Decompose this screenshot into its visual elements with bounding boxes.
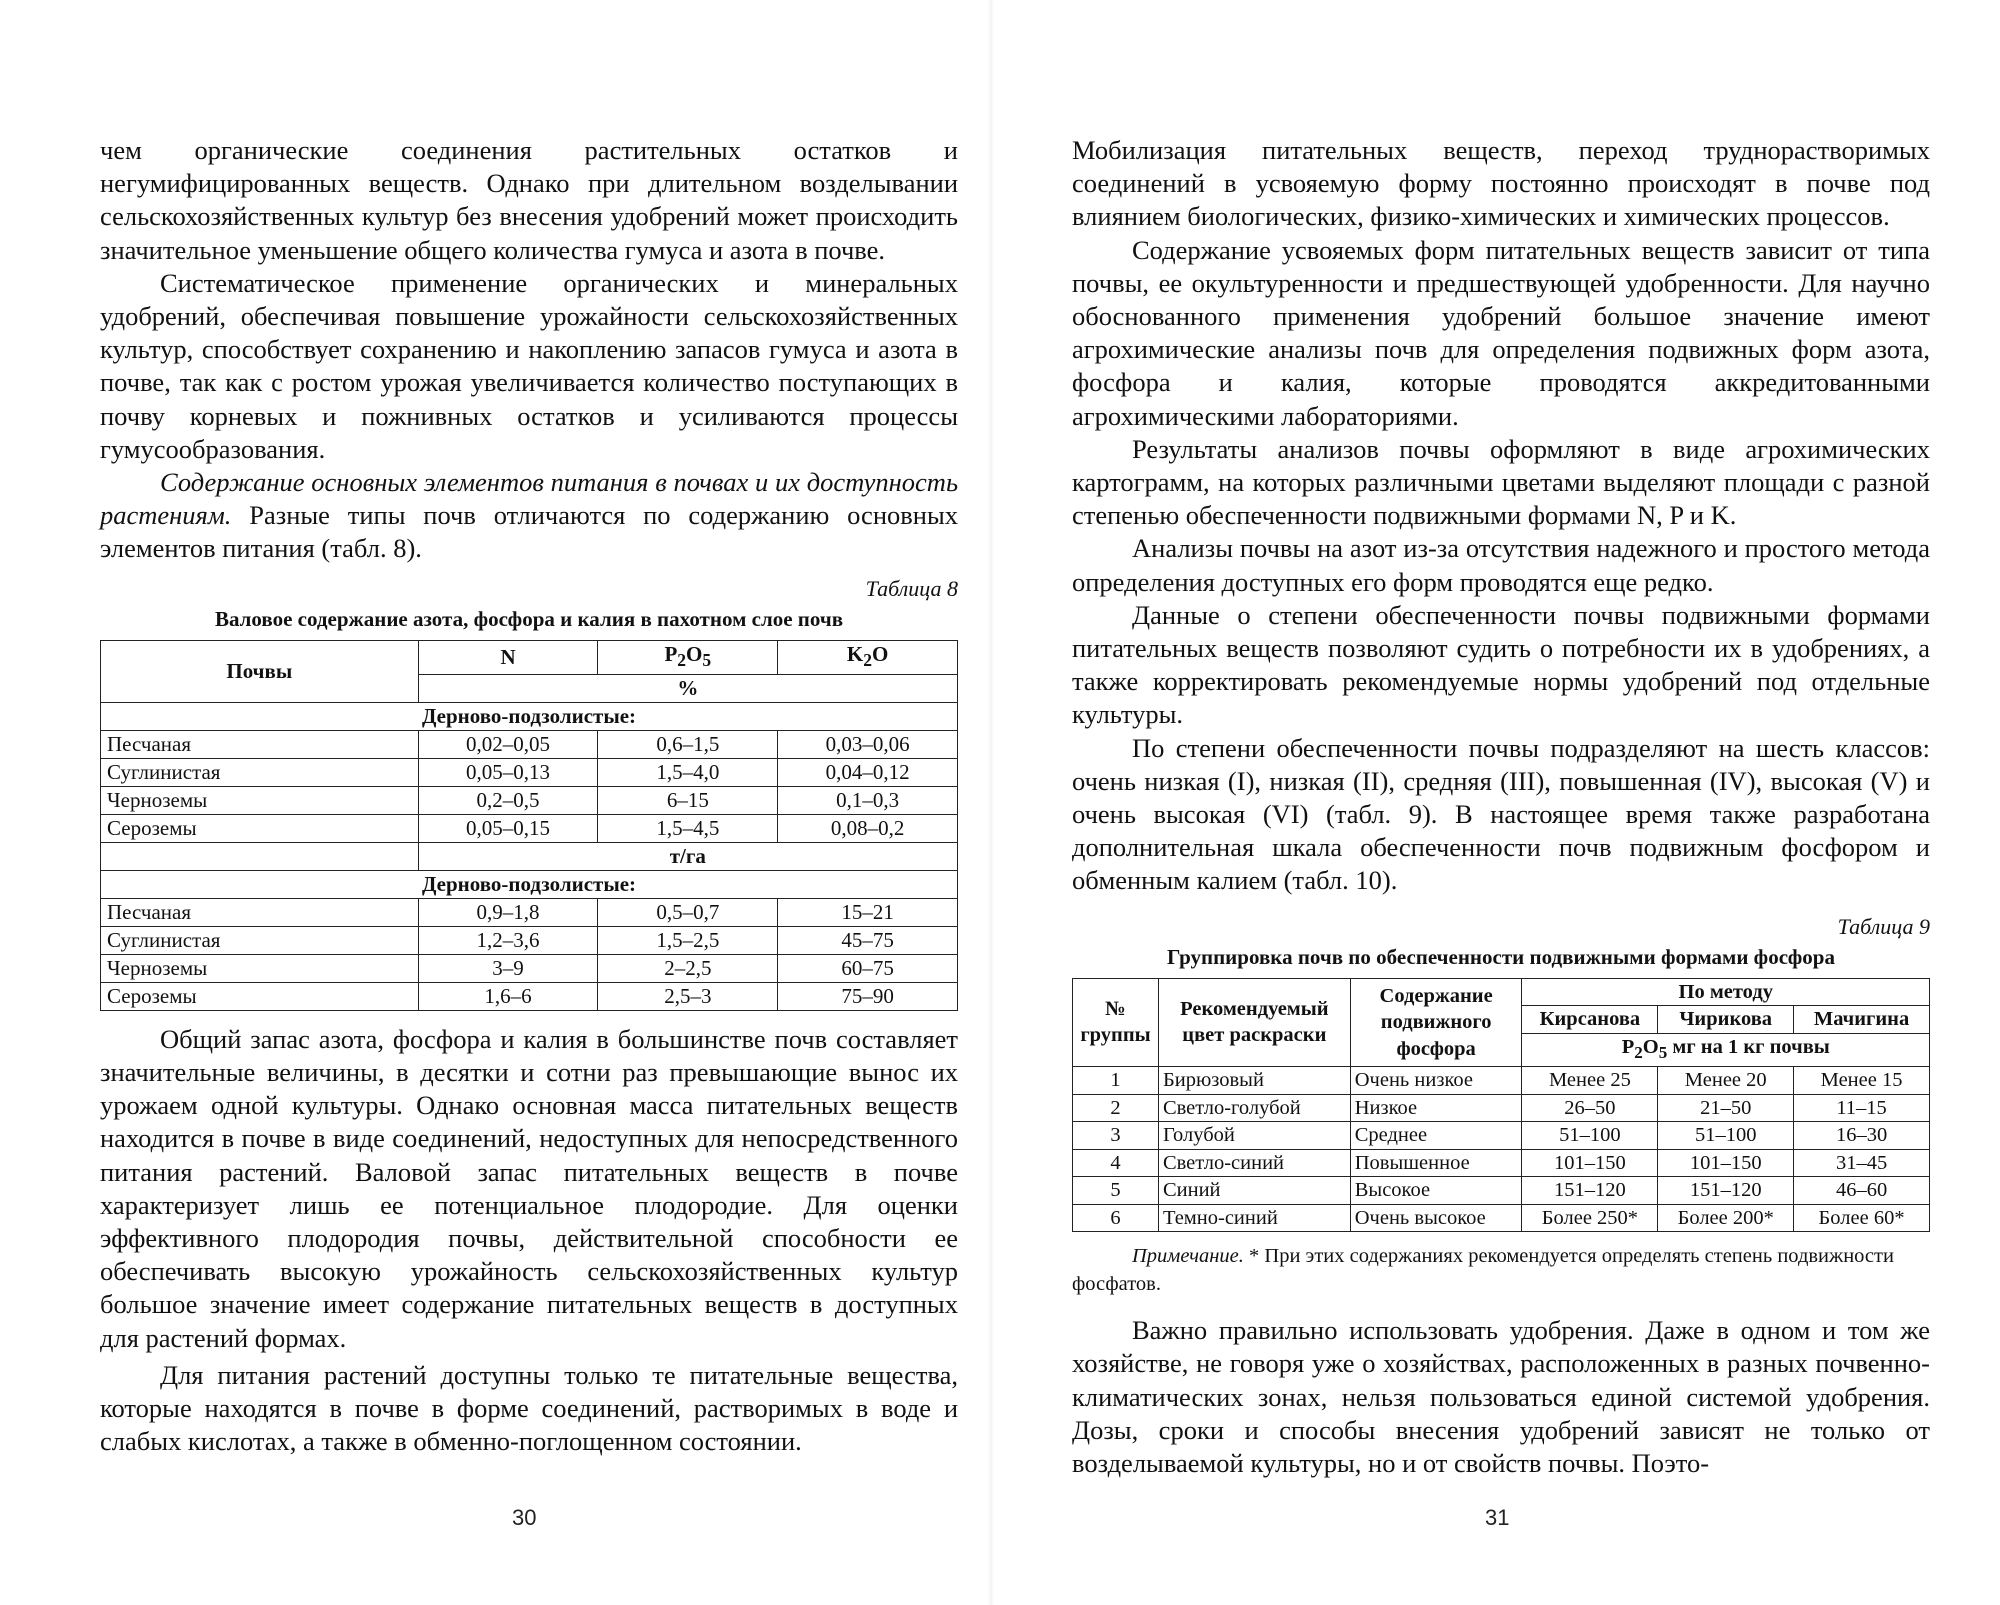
table8-header-k2o: $K_2O$ — [778, 640, 958, 674]
table9-title: Группировка почв по обеспеченности подвижными формами фосфора — [1167, 944, 1835, 969]
table9-note-text: * При этих содержаниях рекомендуется определять степень подвижности фосфатов. — [1072, 1245, 1894, 1296]
table8-group-label: Дерново-подзолистые: — [101, 702, 958, 730]
table-row: Песчаная 0,02–0,05 0,6–1,5 0,03–0,06 — [101, 730, 958, 758]
table8-group-label-2: Дерново-подзолистые: — [101, 870, 958, 898]
left-paragraph-section-heading — [100, 466, 958, 566]
right-paragraph-4: Анализы почвы на азот из-за отсутствия надежного и простого метода определения доступных его форм проводятся еще редко. — [1072, 533, 1930, 597]
table9-header-machigin: Мачигина — [1794, 1006, 1930, 1034]
table9-unit: $P_2O_5$ мг на 1 кг почвы — [1522, 1033, 1930, 1067]
table-row: 6 Темно-синий Очень высокое Более 250* Более 200* Более 60* — [1073, 1204, 1930, 1232]
table8-title: Валовое содержание азота, фосфора и калия в пахотном слое почв — [214, 606, 844, 631]
table8-header-n: N — [418, 640, 598, 674]
left-paragraph-4: Для питания растений доступны только те питательные вещества, которые находятся в почве в форме соединений, растворимых в воде и слабых кислотах, а также в обменно-поглощенном состоянии. — [100, 1359, 958, 1457]
table-row: Песчаная 0,9–1,8 0,5–0,7 15–21 — [101, 898, 958, 926]
table9-note-label: Примечание. — [1132, 1245, 1244, 1268]
table9-header-chirikov: Чирикова — [1658, 1006, 1794, 1034]
left-paragraph-1: чем органические соединения растительных остатков и негумифицированных веществ. Однако при длительном возделывании сельскохозяйственных культур без внесения удобрений может происходить значительное уменьшение общего количества гумуса и азота в почве. — [100, 135, 958, 265]
table-row: Сероземы 0,05–0,15 1,5–4,5 0,08–0,2 — [101, 814, 958, 842]
table9-label: Таблица 9 — [1837, 913, 1930, 939]
table-row: 1 Бирюзовый Очень низкое Менее 25 Менее 20 Менее 15 — [1073, 1067, 1930, 1095]
table8-header-p2o5: $P_2O_5$ — [598, 640, 778, 674]
table9-header-group: № группы — [1073, 978, 1159, 1067]
section-heading-rest: Разные типы почв отличаются по содержанию основных элементов питания (табл. 8). — [100, 500, 958, 564]
right-paragraph-5: Данные о степени обеспеченности почвы подвижными формами питательных веществ позволяют судить о потребности их в удобрениях, а также корректировать рекомендуемые нормы удобрений под отдельные культуры. — [1072, 599, 1930, 730]
right-paragraph-2: Содержание усвояемых форм питательных веществ зависит от типа почвы, ее окультуренности и предшествующей удобренности. Для научно обоснованного применения удобрений большое значение имеют агрохимические анализы почв для определения подвижных форм азота, фосфора и калия, которые проводятся аккредитованными агрохимическими лабораториями. — [1072, 234, 1930, 431]
table9-header-kirsanov: Кирсанова — [1522, 1006, 1658, 1034]
table8-header-soil: Почвы — [101, 640, 419, 702]
table8-unit-percent: % — [418, 674, 957, 702]
table9-note — [1072, 1242, 1930, 1298]
book-gutter — [988, 0, 994, 1605]
section-heading-italic: Содержание основных элементов питания в почвах и их доступность растениям. — [100, 467, 958, 531]
left-page — [100, 134, 958, 1458]
right-paragraph-3: Результаты анализов почвы оформляют в виде агрохимических картограмм, на которых различными цветами выделяют площади с разной степенью обеспеченности подвижными формами N, P и K. — [1072, 433, 1930, 531]
right-paragraph-1: Мобилизация питательных веществ, переход труднорастворимых соединений в усвояемую форму постоянно происходят в почве под влиянием биологических, физико-химических и химических процессов. — [1072, 135, 1930, 232]
table8-unit-tha: т/га — [418, 842, 957, 870]
table-row: Суглинистая 1,2–3,6 1,5–2,5 45–75 — [101, 926, 958, 954]
table-row: Сероземы 1,6–6 2,5–3 75–90 — [101, 982, 958, 1010]
table-row: 3 Голубой Среднее 51–100 51–100 16–30 — [1073, 1122, 1930, 1150]
right-paragraph-6: По степени обеспеченности почвы подразделяют на шесть классов: очень низкая (I), низкая (II), средняя (III), повышенная (IV), высокая (V) и очень высокая (VI) (табл. 9). В настоящее время также разработана дополнительная шкала обеспеченности почв подвижным фосфором и обменным калием (табл. 10). — [1072, 732, 1930, 896]
table9-header-method: По методу — [1522, 978, 1930, 1006]
right-paragraph-7: Важно правильно использовать удобрения. Даже в одном и том же хозяйстве, не говоря уже о хозяйствах, расположенных в разных почвенно-климатических зонах, нельзя пользоваться единой системой удобрения. Дозы, сроки и способы внесения удобрений зависят не только от возделываемой культуры, но и от свойств почвы. Поэто- — [1072, 1315, 1930, 1479]
table-row: Черноземы 0,2–0,5 6–15 0,1–0,3 — [101, 786, 958, 814]
page-number-left: 30 — [512, 1505, 537, 1530]
page-number-right: 31 — [1485, 1505, 1510, 1530]
table8 — [100, 640, 958, 1011]
table-row: Суглинистая 0,05–0,13 1,5–4,0 0,04–0,12 — [101, 758, 958, 786]
table-row: 5 Синий Высокое 151–120 151–120 46–60 — [1073, 1177, 1930, 1205]
table9 — [1072, 978, 1930, 1233]
table-row: Черноземы 3–9 2–2,5 60–75 — [101, 954, 958, 982]
left-paragraph-2: Систематическое применение органических и минеральных удобрений, обеспечивая повышение урожайности сельскохозяйственных культур, способствует сохранению и накоплению запасов гумуса и азота в почве, так как с ростом урожая увеличивается количество поступающих в почву корневых и пожнивных остатков и усиливаются процессы гумусообразования. — [100, 267, 958, 464]
left-paragraph-3: Общий запас азота, фосфора и калия в большинстве почв составляет значительные величины, в десятки и сотни раз превышающие вынос их урожаем одной культуры. Однако основная масса питательных веществ находится в почве в виде соединений, недоступных для непосредственного питания растений. Валовой запас питательных веществ в почве характеризует лишь ее потенциальное плодородие. Для оценки эффективного плодородия почвы, действительной способности ее обеспечивать высокую урожайность сельскохозяйственных культур большое значение имеет содержание питательных веществ в доступных для растений формах. — [100, 1023, 958, 1353]
right-page — [1072, 134, 1930, 1480]
table9-header-content: Содержание подвижного фосфора — [1350, 978, 1522, 1067]
table-row: 2 Светло-голубой Низкое 26–50 21–50 11–15 — [1073, 1094, 1930, 1122]
table8-label: Таблица 8 — [865, 575, 958, 601]
table-row: 4 Светло-синий Повышенное 101–150 101–150 31–45 — [1073, 1149, 1930, 1177]
table9-header-color: Рекомендуемый цвет раскраски — [1158, 978, 1350, 1067]
